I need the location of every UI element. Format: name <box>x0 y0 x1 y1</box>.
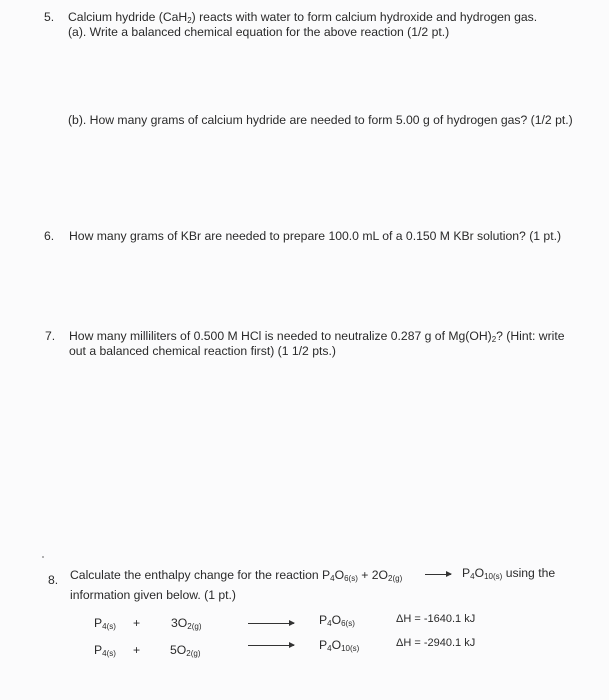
rxn2-r1-sub: 4(s) <box>102 649 116 658</box>
rxn1-p: P <box>319 613 328 627</box>
rxn2-r2-sub: 2(g) <box>186 649 201 658</box>
rxn1-reactant2 <box>171 616 202 631</box>
q5-stem-a: Calcium hydride (CaH <box>68 10 188 24</box>
rxn2-p-sub2: 10(s) <box>341 644 360 653</box>
q8-l1-s4: 4 <box>470 572 475 581</box>
rxn2-r1: P <box>94 643 103 657</box>
rxn1-p2: O <box>331 613 342 627</box>
q8-l1-e: O <box>474 566 485 580</box>
reaction-arrow-icon <box>425 574 451 575</box>
q7-line1-a: How many milliliters of 0.500 M HCl is needed to neutralize 0.287 g of Mg(OH) <box>69 329 492 343</box>
rxn1-p-sub2: 6(s) <box>341 619 355 628</box>
q7-line1 <box>69 329 565 344</box>
reaction-arrow-icon <box>248 645 294 646</box>
rxn1-r2: 3O <box>171 616 188 630</box>
q8-l1-s1: 4 <box>330 574 335 583</box>
stray-mark <box>42 556 44 558</box>
rxn2-p: P <box>319 638 328 652</box>
q7-line1-sub: 2 <box>491 335 497 344</box>
q5-stem-sub: 2 <box>187 16 192 25</box>
q8-line2: information given below. (1 pt.) <box>70 588 236 602</box>
q8-line1-lhs <box>70 568 402 583</box>
q7-line2: out a balanced chemical reaction first) (1 1/2 pts.) <box>69 344 336 358</box>
q8-l1-d: P <box>462 566 471 580</box>
rxn2-reactant1 <box>94 643 116 658</box>
q8-l1-c: + 2O <box>357 568 389 582</box>
rxn2-product <box>319 638 359 653</box>
reaction-arrow-icon <box>248 623 294 624</box>
rxn1-product <box>319 613 355 628</box>
q7-number: 7. <box>45 329 56 343</box>
rxn1-plus: + <box>133 616 141 630</box>
q7-line1-b: ? (Hint: write <box>496 329 565 343</box>
rxn2-reactant2 <box>170 643 201 658</box>
q5-stem <box>68 10 537 25</box>
rxn1-p-sub1: 4 <box>327 619 332 628</box>
rxn2-r2: 5O <box>170 643 187 657</box>
q6-number: 6. <box>44 229 55 243</box>
q8-l1-s2: 6(s) <box>344 574 358 583</box>
q8-l1-b: O <box>334 568 345 582</box>
q8-l1-f: using the <box>502 566 556 580</box>
q6-text: How many grams of KBr are needed to prepare 100.0 mL of a 0.150 M KBr solution? (1 pt.) <box>69 229 562 243</box>
rxn1-enthalpy: ΔH = -1640.1 kJ <box>396 613 476 625</box>
q5-stem-b: ) reacts with water to form calcium hydroxide and hydrogen gas. <box>191 10 538 24</box>
q8-line1-rhs <box>462 566 555 581</box>
rxn2-p2: O <box>331 638 342 652</box>
rxn1-r1-sub: 4(s) <box>102 622 116 631</box>
q5-part-b: (b). How many grams of calcium hydride are needed to form 5.00 g of hydrogen gas? (1/2 pt.) <box>68 113 573 127</box>
q5-part-a: (a). Write a balanced chemical equation for the above reaction (1/2 pt.) <box>68 25 450 39</box>
rxn2-plus: + <box>133 643 141 657</box>
rxn2-p-sub1: 4 <box>327 644 332 653</box>
rxn1-r1: P <box>94 616 103 630</box>
q8-l1-s3: 2(g) <box>388 574 403 583</box>
q8-number: 8. <box>48 573 59 587</box>
q8-l1-a: Calculate the enthalpy change for the reaction P <box>70 568 331 582</box>
q5-number: 5. <box>44 10 55 24</box>
rxn1-r2-sub: 2(g) <box>187 622 202 631</box>
rxn1-reactant1 <box>94 616 116 631</box>
rxn2-enthalpy: ΔH = -2940.1 kJ <box>396 637 476 649</box>
q8-l1-s5: 10(s) <box>484 572 503 581</box>
